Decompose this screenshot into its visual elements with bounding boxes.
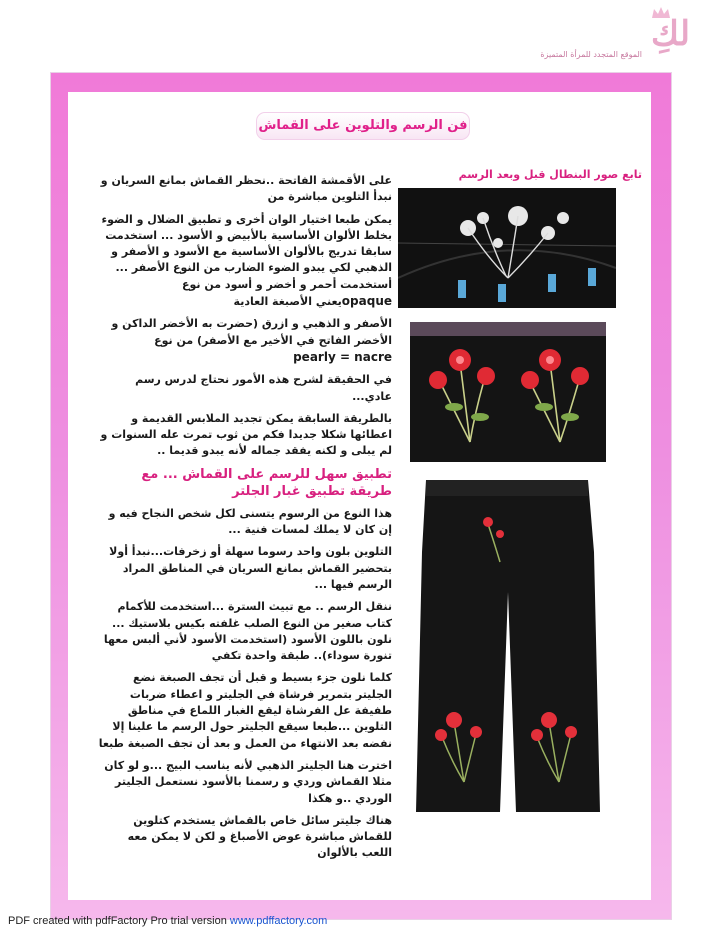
logo-tagline: الموقع المتجدد للمرأة المتميزة xyxy=(540,50,642,59)
photos-caption: تابع صور البنطال قبل وبعد الرسم xyxy=(458,168,642,181)
pdffactory-link[interactable]: www.pdffactory.com xyxy=(229,915,328,927)
paragraph: اخترت هنا الجليتر الذهبي لأنه يناسب البيج ...و لو كان مثلا القماش وردي و رسمنا بالأسود نستعمل الجليتر الوردي ..و هكذا xyxy=(104,758,392,805)
section-heading: تطبيق سهل للرسم على القماش ... مع طريقة تطبيق غبار الجلتر xyxy=(141,466,392,499)
article-title: فن الرسم والتلوين على القماش xyxy=(256,112,470,140)
photo-trousers xyxy=(404,472,610,820)
article-body xyxy=(96,173,392,868)
footer-text: PDF created with pdfFactory Pro trial version xyxy=(8,915,230,927)
logo-mark: لكِ xyxy=(650,14,690,54)
paragraph: بالطريقة السابقة يمكن تجديد الملابس القديمة و اعطائها شكلا جديدا فكم من ثوب تمرت عله السنوات و لم يبلى و لكنه يفقد جماله لأنه يبدو قديما .. xyxy=(100,411,392,458)
paragraph: على الأقمشة الفاتحة ..نحظر القماش بمانع السريان و نبدأ التلوين مباشرة من xyxy=(100,174,392,204)
paragraph: هناك جليتر سائل خاص بالقماش يستخدم كتلوين للقماش مباشرة عوض الأصباغ و لكن لا يمكن معه اللعب بالألوان xyxy=(127,813,392,860)
photo-shirt-white-flowers xyxy=(398,188,616,308)
photo-red-flowers-detail xyxy=(410,322,606,462)
opaque-term: opaque xyxy=(341,294,392,309)
paragraph: ننقل الرسم .. مع تبيث السترة ...استخدمت للأكمام كتاب صغير من النوع الصلب غلفته بكيس بلاستيك ... نلون باللون الأسود (استخدمت الأسود لأني ألبس معها تنورة سوداء).. طبقة واحدة تكفي xyxy=(103,600,392,663)
paragraph: الأصفر و الذهبي و ازرق (حضرت به الأخضر الداكن و الأخضر الفاتح في الأخير مع الأصفر) من نوع pearly = nacre xyxy=(111,317,392,364)
pdf-footer xyxy=(8,915,327,927)
paragraph: في الحقيقة لشرح هذه الأمور نحتاج لدرس رسم عادي... xyxy=(135,373,392,403)
pearly-term: pearly = nacre xyxy=(293,349,392,364)
paragraph: التلوين بلون واحد رسوما سهلة أو زخرفات...نبدأ أولا بتحضير القماش بمانع السريان في المناطق المراد الرسم فيها ... xyxy=(109,545,392,591)
paragraph: هذا النوع من الرسوم يتسنى لكل شخص النجاح فيه و إن كان لا يملك لمسات فنية ... xyxy=(108,506,392,537)
paragraph: كلما نلون جزء بسيط و قبل أن تجف الصبغة نضع الجليتر بتمرير فرشاة في الجليتر و اعطاء ضربات طفيفة عل الفرشاة ليقع الغبار اللماع في مناطق التلوين ...طبعا سيقع الجليتر حول الرسم ما علينا إلا نفضه بعد الانتهاء من العمل و بعد أن تجف الصبغة طبعا xyxy=(98,671,392,750)
paragraph: يمكن طبعا اختيار الوان أخرى و تطبيق الضلال و الضوء بخلط الألوان الأساسية بالأبيض و الأسود ... استخدمت سابقا تدريج بالألوان الأساسية مع الأسود و الأصفر و الذهبي لكي يبدو الضوء الضارب من النوع الأصفر ... أستخدمت أحمر و أخضر و أسود من نوع opaqueيعني الأصبغة العادية xyxy=(101,212,392,309)
site-logo xyxy=(510,14,690,64)
